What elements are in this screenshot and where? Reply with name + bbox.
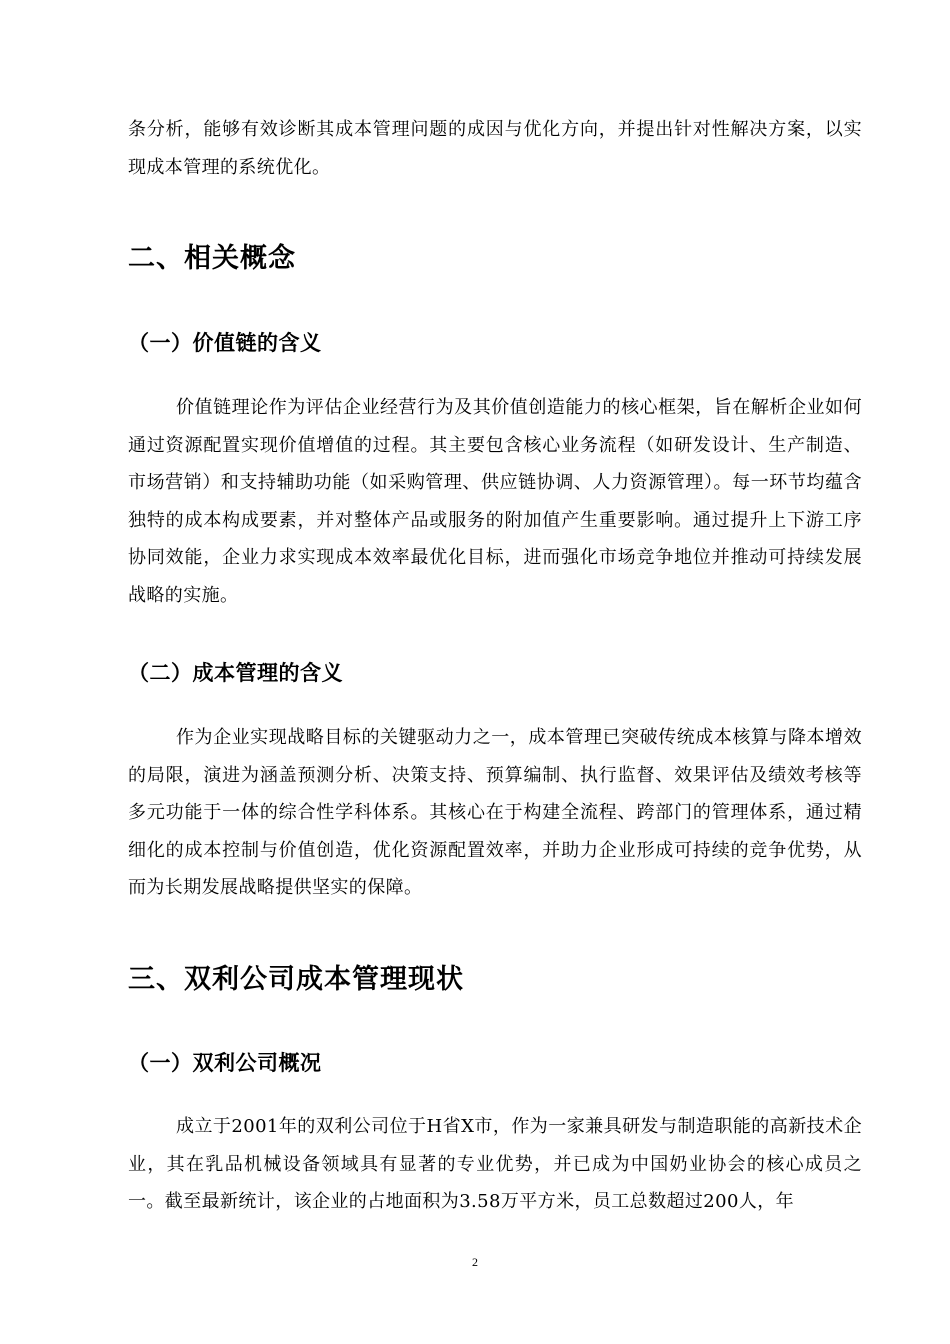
- section-3-1-paragraph: 成立于2001年的双利公司位于H省X市，作为一家兼具研发与制造职能的高新技术企业，其在乳品机械设备领域具有显著的专业优势，并已成为中国奶业协会的核心成员之一。截至最新统计，该企业的占地面积为3.58万平方米，员工总数超过200人，年: [128, 1116, 862, 1213]
- section-2-1-paragraph: 价值链理论作为评估企业经营行为及其价值创造能力的核心框架，旨在解析企业如何通过资源配置实现价值增值的过程。其主要包含核心业务流程（如研发设计、生产制造、市场营销）和支持辅助功能（如采购管理、供应链协调、人力资源管理）。每一环节均蕴含独特的成本构成要素，并对整体产品或服务的附加值产生重要影响。通过提升上下游工序协同效能，企业力求实现成本效率最优化目标，进而强化市场竞争地位并推动可持续发展战略的实施。: [128, 397, 862, 606]
- section-3-heading: 三、双利公司成本管理现状: [128, 964, 464, 995]
- section-2-heading: 二、相关概念: [128, 243, 296, 274]
- intro-paragraph: 条分析，能够有效诊断其成本管理问题的成因与优化方向，并提出针对性解决方案，以实现成本管理的系统优化。: [128, 119, 862, 178]
- section-2-2-paragraph: 作为企业实现战略目标的关键驱动力之一，成本管理已突破传统成本核算与降本增效的局限，演进为涵盖预测分析、决策支持、预算编制、执行监督、效果评估及绩效考核等多元功能于一体的综合性学科体系。其核心在于构建全流程、跨部门的管理体系，通过精细化的成本控制与价值创造，优化资源配置效率，并助力企业形成可持续的竞争优势，从而为长期发展战略提供坚实的保障。: [128, 727, 862, 899]
- section-3-1-heading: （一）双利公司概况: [128, 1051, 322, 1075]
- section-2-1-heading: （一）价值链的含义: [128, 331, 322, 355]
- page-number: 2: [472, 1255, 478, 1269]
- section-2-2-heading: （二）成本管理的含义: [128, 661, 343, 685]
